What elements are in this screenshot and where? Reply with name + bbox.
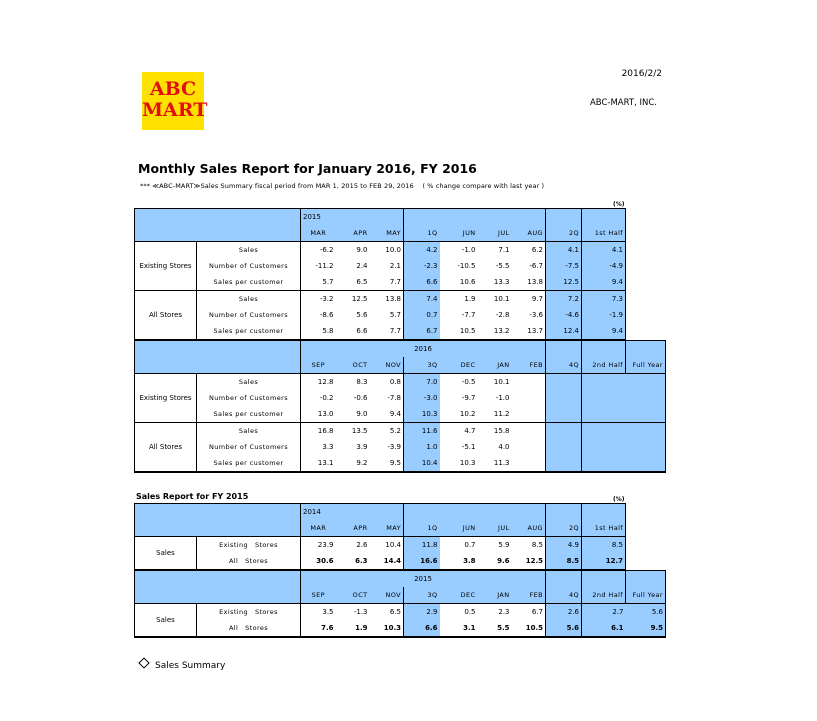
value-cell: 8.5 bbox=[546, 553, 582, 570]
value-cell: 2.6 bbox=[356, 541, 368, 549]
value-cell: 3.9 bbox=[356, 443, 368, 451]
month-header: OCT bbox=[336, 587, 370, 604]
value-cell: 6.2 bbox=[531, 246, 543, 254]
month-header: FEB bbox=[512, 587, 546, 604]
empty-cell bbox=[626, 209, 666, 226]
value-cell: 12.4 bbox=[546, 323, 582, 340]
value-cell: -0.5 bbox=[461, 378, 476, 386]
value-cell: 0.5 bbox=[464, 608, 476, 616]
store-group-label: Existing Stores bbox=[135, 242, 197, 291]
value-cell: 10.4 bbox=[385, 541, 401, 549]
value-cell: 1.9 bbox=[336, 620, 370, 637]
empty-cell bbox=[626, 307, 666, 323]
table-row bbox=[135, 323, 666, 340]
month-header: NOV bbox=[370, 357, 404, 374]
store-type-label: All Stores bbox=[197, 553, 301, 570]
value-cell: 6.5 bbox=[389, 608, 401, 616]
metric-label: Number of Customers bbox=[197, 307, 301, 323]
empty-cell bbox=[626, 323, 666, 340]
store-group-label: All Stores bbox=[135, 291, 197, 341]
month-header: JAN bbox=[478, 357, 512, 374]
month-header: JUN bbox=[440, 225, 478, 242]
value-cell bbox=[582, 390, 626, 406]
value-cell: 2.9 bbox=[404, 604, 440, 621]
value-cell: 4.1 bbox=[546, 242, 582, 259]
header-spacer bbox=[626, 570, 666, 587]
value-cell: 12.5 bbox=[512, 553, 546, 570]
month-header: 3Q bbox=[404, 357, 440, 374]
year-label: 2015 bbox=[301, 570, 546, 587]
value-cell: -0.6 bbox=[353, 394, 368, 402]
value-cell: 3.5 bbox=[301, 604, 336, 621]
metric-label: Sales per customer bbox=[197, 455, 301, 472]
value-cell: 10.3 bbox=[440, 455, 478, 472]
value-cell: 5.6 bbox=[626, 604, 666, 621]
fy2015-table bbox=[134, 503, 666, 638]
value-cell: 9.4 bbox=[370, 406, 404, 423]
value-cell: 6.1 bbox=[582, 620, 626, 637]
value-cell: -3.0 bbox=[404, 390, 440, 406]
value-cell: -11.2 bbox=[301, 258, 336, 274]
store-type-label: Existing Stores bbox=[197, 537, 301, 554]
store-group-label: All Stores bbox=[135, 423, 197, 473]
empty-cell bbox=[626, 274, 666, 291]
value-cell: 7.6 bbox=[301, 620, 336, 637]
month-header: JAN bbox=[478, 587, 512, 604]
header-spacer bbox=[135, 225, 301, 242]
value-cell: 7.2 bbox=[546, 291, 582, 308]
value-cell: 4.9 bbox=[546, 537, 582, 554]
value-cell: 10.2 bbox=[440, 406, 478, 423]
report-date: 2016/2/2 bbox=[621, 69, 662, 79]
empty-cell bbox=[626, 258, 666, 274]
value-cell: 7.7 bbox=[370, 274, 404, 291]
metric-label: Sales per customer bbox=[197, 323, 301, 340]
value-cell: 7.7 bbox=[370, 323, 404, 340]
value-cell: 11.3 bbox=[478, 455, 512, 472]
value-cell: 6.6 bbox=[404, 274, 440, 291]
value-cell: 16.8 bbox=[301, 423, 336, 440]
value-cell bbox=[546, 455, 582, 472]
value-cell bbox=[626, 406, 666, 423]
value-cell: 6.3 bbox=[336, 553, 370, 570]
value-cell: 13.7 bbox=[512, 323, 546, 340]
value-cell: -3.2 bbox=[301, 291, 336, 308]
metric-label: Sales per customer bbox=[197, 406, 301, 423]
header-spacer bbox=[135, 520, 301, 537]
sales-group-label: Sales bbox=[135, 537, 197, 571]
value-cell: -1.0 bbox=[495, 394, 510, 402]
value-cell: 3.8 bbox=[440, 553, 478, 570]
store-group-label: Existing Stores bbox=[135, 374, 197, 423]
month-header: SEP bbox=[301, 357, 336, 374]
value-cell: 11.8 bbox=[404, 537, 440, 554]
month-header: OCT bbox=[336, 357, 370, 374]
value-cell: 13.0 bbox=[301, 406, 336, 423]
value-cell: 10.0 bbox=[385, 246, 401, 254]
value-cell: 8.5 bbox=[531, 541, 543, 549]
value-cell: 5.6 bbox=[546, 620, 582, 637]
table-row bbox=[135, 439, 666, 455]
value-cell bbox=[546, 423, 582, 440]
header-spacer bbox=[135, 340, 301, 357]
year-label: 2014 bbox=[301, 504, 404, 521]
metric-label: Number of Customers bbox=[197, 390, 301, 406]
value-cell: 9.4 bbox=[582, 274, 626, 291]
header-spacer bbox=[135, 504, 301, 521]
value-cell: -5.1 bbox=[461, 443, 476, 451]
month-header: MAY bbox=[370, 520, 404, 537]
value-cell: -10.5 bbox=[457, 262, 476, 270]
value-cell: 10.5 bbox=[512, 620, 546, 637]
value-cell bbox=[582, 455, 626, 472]
value-cell bbox=[626, 390, 666, 406]
value-cell: 4.0 bbox=[498, 443, 510, 451]
value-cell: -7.5 bbox=[546, 258, 582, 274]
table-row bbox=[135, 374, 666, 391]
value-cell: 4.2 bbox=[404, 242, 440, 259]
value-cell: 7.4 bbox=[404, 291, 440, 308]
value-cell: 6.5 bbox=[336, 274, 370, 291]
value-cell: 9.5 bbox=[370, 455, 404, 472]
value-cell: -7.8 bbox=[387, 394, 401, 402]
table-row bbox=[135, 406, 666, 423]
table-row bbox=[135, 258, 666, 274]
store-type-label: All Stores bbox=[197, 620, 301, 637]
header-spacer bbox=[135, 570, 301, 587]
month-header: NOV bbox=[370, 587, 404, 604]
empty-cell bbox=[626, 242, 666, 259]
value-cell: 13.3 bbox=[478, 274, 512, 291]
month-header: DEC bbox=[440, 357, 478, 374]
value-cell: 14.4 bbox=[370, 553, 404, 570]
value-cell: 6.7 bbox=[404, 323, 440, 340]
value-cell: 5.2 bbox=[389, 427, 401, 435]
header-spacer bbox=[546, 209, 582, 226]
month-header: DEC bbox=[440, 587, 478, 604]
logo-line-2: MART bbox=[142, 99, 208, 121]
month-header: Full Year bbox=[626, 357, 666, 374]
value-cell: 12.5 bbox=[351, 295, 368, 303]
value-cell bbox=[546, 390, 582, 406]
value-cell: 4.1 bbox=[582, 242, 626, 259]
month-header: MAY bbox=[370, 225, 404, 242]
value-cell bbox=[512, 390, 546, 406]
value-cell: 10.3 bbox=[404, 406, 440, 423]
value-cell: -9.7 bbox=[461, 394, 476, 402]
value-cell: 5.6 bbox=[356, 311, 368, 319]
header-spacer bbox=[546, 340, 582, 357]
month-header: JUL bbox=[478, 520, 512, 537]
value-cell: -4.6 bbox=[546, 307, 582, 323]
value-cell: 9.4 bbox=[582, 323, 626, 340]
metric-label: Sales bbox=[197, 242, 301, 259]
value-cell: 2.6 bbox=[546, 604, 582, 621]
report-subtitle: *** ≪ABC-MART≫Sales Summary fiscal period from MAR 1, 2015 to FEB 29, 2016 ( % change compare with last year ) bbox=[140, 182, 545, 190]
header-spacer bbox=[135, 357, 301, 374]
value-cell bbox=[626, 423, 666, 440]
month-header: APR bbox=[336, 520, 370, 537]
value-cell: -1.3 bbox=[353, 608, 368, 616]
empty-cell bbox=[626, 553, 666, 570]
header-spacer bbox=[135, 209, 301, 226]
value-cell: 9.5 bbox=[626, 620, 666, 637]
value-cell: 12.8 bbox=[301, 374, 336, 391]
value-cell: 9.6 bbox=[478, 553, 512, 570]
value-cell: 2.7 bbox=[582, 604, 626, 621]
value-cell bbox=[582, 406, 626, 423]
table-row bbox=[135, 620, 666, 637]
metric-label: Sales per customer bbox=[197, 274, 301, 291]
value-cell bbox=[512, 406, 546, 423]
value-cell: 10.3 bbox=[370, 620, 404, 637]
value-cell: 10.4 bbox=[404, 455, 440, 472]
table-row bbox=[135, 242, 666, 259]
month-header: JUN bbox=[440, 520, 478, 537]
value-cell: 0.7 bbox=[404, 307, 440, 323]
month-header: AUG bbox=[512, 225, 546, 242]
value-cell bbox=[512, 423, 546, 440]
value-cell: 9.7 bbox=[531, 295, 543, 303]
value-cell: 7.3 bbox=[582, 291, 626, 308]
value-cell: -2.3 bbox=[404, 258, 440, 274]
header-spacer bbox=[582, 504, 626, 521]
month-header: MAR bbox=[301, 225, 336, 242]
metric-label: Sales bbox=[197, 374, 301, 391]
month-header: Full Year bbox=[626, 587, 666, 604]
company-name: ABC-MART, INC. bbox=[589, 98, 657, 108]
header-spacer bbox=[546, 570, 582, 587]
empty-cell bbox=[626, 520, 666, 537]
value-cell: -3.9 bbox=[387, 443, 401, 451]
value-cell bbox=[546, 406, 582, 423]
value-cell bbox=[546, 374, 582, 391]
value-cell: -5.5 bbox=[495, 262, 510, 270]
year-label: 2015 bbox=[301, 209, 404, 226]
value-cell: 13.8 bbox=[512, 274, 546, 291]
value-cell bbox=[626, 374, 666, 391]
value-cell: 1.0 bbox=[404, 439, 440, 455]
fy2015-section-title: Sales Report for FY 2015 bbox=[136, 492, 249, 501]
month-header: 2Q bbox=[546, 225, 582, 242]
value-cell: 4.7 bbox=[464, 427, 476, 435]
table-row bbox=[135, 553, 666, 570]
value-cell bbox=[626, 455, 666, 472]
value-cell: 3.3 bbox=[301, 439, 336, 455]
empty-cell bbox=[626, 504, 666, 521]
month-header: APR bbox=[336, 225, 370, 242]
metric-label: Number of Customers bbox=[197, 258, 301, 274]
value-cell: 2.4 bbox=[356, 262, 368, 270]
value-cell: 13.8 bbox=[385, 295, 401, 303]
value-cell: 6.7 bbox=[531, 608, 543, 616]
value-cell: 12.5 bbox=[546, 274, 582, 291]
value-cell: 7.0 bbox=[404, 374, 440, 391]
header-spacer bbox=[582, 209, 626, 226]
value-cell: 9.0 bbox=[356, 246, 368, 254]
value-cell: 16.6 bbox=[404, 553, 440, 570]
value-cell: 10.5 bbox=[440, 323, 478, 340]
value-cell bbox=[582, 439, 626, 455]
value-cell: 23.9 bbox=[301, 537, 336, 554]
month-header: 3Q bbox=[404, 587, 440, 604]
empty-cell bbox=[626, 537, 666, 554]
table-row bbox=[135, 307, 666, 323]
value-cell: -0.2 bbox=[301, 390, 336, 406]
value-cell: 10.1 bbox=[493, 378, 510, 386]
month-header: 2nd Half bbox=[582, 357, 626, 374]
empty-cell bbox=[626, 291, 666, 308]
sales-summary-link[interactable] bbox=[138, 660, 225, 671]
sales-group-label: Sales bbox=[135, 604, 197, 638]
month-header: 1Q bbox=[404, 225, 440, 242]
header-spacer bbox=[404, 209, 440, 226]
empty-cell bbox=[626, 225, 666, 242]
value-cell: 13.5 bbox=[351, 427, 368, 435]
month-header: SEP bbox=[301, 587, 336, 604]
metric-label: Sales bbox=[197, 291, 301, 308]
value-cell: -6.7 bbox=[529, 262, 543, 270]
value-cell: 12.7 bbox=[582, 553, 626, 570]
value-cell: 0.8 bbox=[389, 378, 401, 386]
month-header: MAR bbox=[301, 520, 336, 537]
value-cell: 10.6 bbox=[440, 274, 478, 291]
unit-label-1: (%) bbox=[613, 201, 625, 208]
header-spacer bbox=[582, 570, 626, 587]
metric-label: Sales bbox=[197, 423, 301, 440]
value-cell: 10.1 bbox=[493, 295, 510, 303]
table-row bbox=[135, 604, 666, 621]
month-header: 2Q bbox=[546, 520, 582, 537]
unit-label-2: (%) bbox=[613, 496, 625, 503]
value-cell: 3.1 bbox=[440, 620, 478, 637]
header-spacer bbox=[440, 209, 546, 226]
value-cell: -6.2 bbox=[301, 242, 336, 259]
month-header: AUG bbox=[512, 520, 546, 537]
header-spacer bbox=[546, 504, 582, 521]
value-cell: 1.9 bbox=[464, 295, 476, 303]
abc-mart-logo bbox=[142, 72, 208, 130]
value-cell: 8.5 bbox=[582, 537, 626, 554]
metric-label: Number of Customers bbox=[197, 439, 301, 455]
header-spacer bbox=[582, 340, 626, 357]
value-cell: 13.1 bbox=[301, 455, 336, 472]
value-cell: 5.9 bbox=[498, 541, 510, 549]
value-cell bbox=[512, 374, 546, 391]
month-header: 1st Half bbox=[582, 225, 626, 242]
value-cell: 15.8 bbox=[493, 427, 510, 435]
value-cell bbox=[582, 374, 626, 391]
value-cell bbox=[582, 423, 626, 440]
month-header: JUL bbox=[478, 225, 512, 242]
month-header: FEB bbox=[512, 357, 546, 374]
table-row bbox=[135, 291, 666, 308]
value-cell: 2.3 bbox=[498, 608, 510, 616]
value-cell: 11.2 bbox=[478, 406, 512, 423]
value-cell: 11.6 bbox=[404, 423, 440, 440]
month-header: 4Q bbox=[546, 587, 582, 604]
value-cell: 5.7 bbox=[389, 311, 401, 319]
value-cell bbox=[512, 439, 546, 455]
value-cell: 30.6 bbox=[301, 553, 336, 570]
value-cell bbox=[546, 439, 582, 455]
value-cell: 5.8 bbox=[301, 323, 336, 340]
month-header: 1Q bbox=[404, 520, 440, 537]
sales-summary-label: Sales Summary bbox=[155, 661, 226, 671]
value-cell: 2.1 bbox=[389, 262, 401, 270]
value-cell: -1.9 bbox=[582, 307, 626, 323]
value-cell: -8.6 bbox=[301, 307, 336, 323]
value-cell bbox=[626, 439, 666, 455]
value-cell: -1.0 bbox=[461, 246, 476, 254]
value-cell: 7.1 bbox=[498, 246, 510, 254]
value-cell: 5.7 bbox=[301, 274, 336, 291]
month-header: 2nd Half bbox=[582, 587, 626, 604]
table-row bbox=[135, 274, 666, 291]
value-cell: -2.8 bbox=[495, 311, 510, 319]
header-spacer bbox=[135, 587, 301, 604]
value-cell bbox=[512, 455, 546, 472]
fy2016-monthly-table bbox=[134, 208, 666, 473]
header-spacer bbox=[404, 504, 440, 521]
header-spacer bbox=[440, 504, 546, 521]
value-cell: -4.9 bbox=[582, 258, 626, 274]
value-cell: 9.0 bbox=[336, 406, 370, 423]
value-cell: 0.7 bbox=[464, 541, 476, 549]
logo-line-1: ABC bbox=[149, 78, 197, 100]
month-header: 1st Half bbox=[582, 520, 626, 537]
report-title: Monthly Sales Report for January 2016, FY 2016 bbox=[138, 161, 477, 176]
value-cell: 6.6 bbox=[404, 620, 440, 637]
diamond-icon bbox=[138, 657, 149, 668]
table-row bbox=[135, 455, 666, 472]
value-cell: 9.2 bbox=[336, 455, 370, 472]
month-header: 4Q bbox=[546, 357, 582, 374]
table-row bbox=[135, 537, 666, 554]
table-row bbox=[135, 423, 666, 440]
table-row bbox=[135, 390, 666, 406]
value-cell: 5.5 bbox=[478, 620, 512, 637]
year-label: 2016 bbox=[301, 340, 546, 357]
value-cell: -7.7 bbox=[461, 311, 476, 319]
header-spacer bbox=[626, 340, 666, 357]
value-cell: 8.3 bbox=[356, 378, 368, 386]
value-cell: 13.2 bbox=[478, 323, 512, 340]
value-cell: -3.6 bbox=[529, 311, 543, 319]
store-type-label: Existing Stores bbox=[197, 604, 301, 621]
value-cell: 6.6 bbox=[336, 323, 370, 340]
